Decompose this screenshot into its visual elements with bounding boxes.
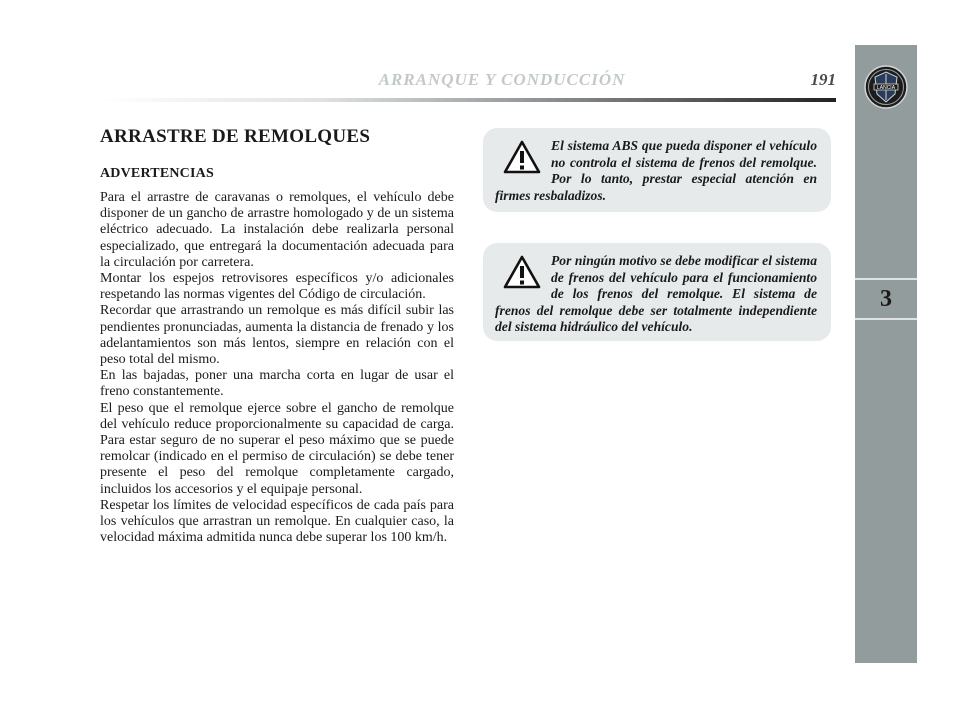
paragraph: Montar los espejos retrovisores específicos y/o adicionales respetando las normas vigentes del Código de circulación. [100,271,454,303]
warning-box-brakes [483,243,831,341]
chapter-number-tab [855,278,917,320]
paragraph: Recordar que arrastrando un remolque es más difícil subir las pendientes pronunciadas, aumenta la distancia de frenado y los adelantamientos son más lentos, siempre en relación con el peso total del mismo. [100,303,454,368]
svg-text:LANCIA: LANCIA [876,85,896,91]
warning-triangle-icon [503,255,541,289]
lancia-shield-icon [863,64,909,110]
warning-triangle-icon [503,140,541,174]
lancia-logo [863,64,909,110]
section-title: ARRASTRE DE REMOLQUES [100,126,371,147]
chapter-sidebar [855,45,917,663]
paragraph: Para el arrastre de caravanas o remolques, el vehículo debe disponer de un gancho de arrastre homologado y de un sistema eléctrico adecuado. La instalación debe realizarla personal especializado, que entregará la documentación adecuada para la circulación por carretera. [100,190,454,270]
body-text [100,190,454,546]
header-divider [100,98,836,102]
paragraph: Respetar los límites de velocidad específicos de cada país para los vehículos que arrastran un remolque. En cualquier caso, la velocidad máxima admitida nunca debe superar los 100 km/h. [100,497,454,546]
page-number: 191 [810,70,836,89]
warning-text: Por ningún motivo se debe modificar el sistema de frenos del vehículo para el funcionamiento de los frenos del remolque. El sistema de frenos del remolque debe ser totalmente independiente del sistema hidráulico del vehículo. [495,253,817,334]
warning-text: El sistema ABS que pueda disponer el vehículo no controla el sistema de frenos del remolque. Por lo tanto, prestar especial atención en firmes resbaladizos. [495,138,817,203]
section-subheading: ADVERTENCIAS [100,166,214,181]
chapter-title: ARRANQUE Y CONDUCCIÓN [378,70,626,89]
warning-box-abs [483,128,831,212]
paragraph: En las bajadas, poner una marcha corta en lugar de usar el freno constantemente. [100,368,454,400]
paragraph: El peso que el remolque ejerce sobre el gancho de remolque del vehículo reduce proporcionalmente su capacidad de carga. Para estar seguro de no superar el peso máximo que se puede remolcar (indicado en el permiso de circulación) se debe tener presente el peso del remolque completamente cargado, incluidos los accesorios y el equipaje personal. [100,400,454,497]
chapter-number: 3 [880,285,892,312]
